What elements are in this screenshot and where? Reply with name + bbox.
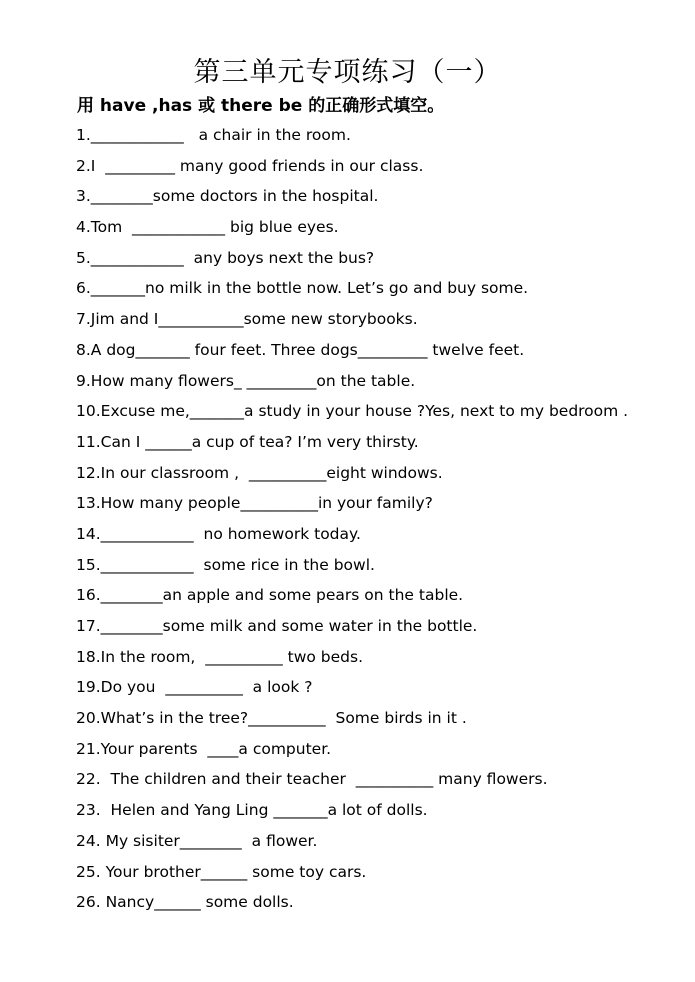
question-item: 8.A dog_______ four feet. Three dogs_________ twelve feet. [76, 340, 525, 359]
question-item: 26. Nancy______ some dolls. [76, 893, 294, 912]
question-item: 9.How many flowers_ _________on the table. [76, 371, 416, 390]
question-item: 22. The children and their teacher __________ many flowers. [76, 770, 548, 789]
question-list [76, 124, 676, 922]
question-item: 10.Excuse me,_______a study in your house ?Yes, next to my bedroom . [76, 402, 629, 421]
question-item: 1.____________ a chair in the room. [76, 126, 351, 144]
question-item: 11.Can I ______a cup of tea? I’m very thirsty. [76, 432, 419, 451]
question-item: 19.Do you __________ a look ? [76, 678, 313, 697]
question-item: 2.I _________ many good friends in our class. [76, 156, 424, 175]
question-item: 13.How many people__________in your family? [76, 494, 433, 513]
question-item: 6._______no milk in the bottle now. Let’s go and buy some. [76, 279, 529, 298]
question-item: 15.____________ some rice in the bowl. [76, 555, 375, 574]
question-item: 24. My sisiter________ a flower. [76, 831, 318, 850]
question-item: 18.In the room, __________ two beds. [76, 647, 364, 666]
question-item: 14.____________ no homework today. [76, 524, 361, 543]
question-item: 3.________some doctors in the hospital. [76, 187, 379, 206]
question-item: 23. Helen and Yang Ling _______a lot of dolls. [76, 801, 428, 820]
instruction: 用 have ,has 或 there be 的正确形式填空。 [77, 96, 445, 116]
page-title: 第三单元专项练习（一） [193, 57, 502, 88]
question-item: 16.________an apple and some pears on the table. [76, 586, 464, 605]
question-item: 21.Your parents ____a computer. [76, 739, 332, 758]
question-item: 4.Tom ____________ big blue eyes. [76, 218, 339, 237]
question-item: 25. Your brother______ some toy cars. [76, 862, 367, 881]
question-item: 20.What’s in the tree?__________ Some birds in it . [76, 709, 467, 728]
question-item: 7.Jim and I___________some new storybooks. [76, 310, 418, 329]
question-item: 5.____________ any boys next the bus? [76, 248, 375, 267]
question-item: 12.In our classroom , __________eight windows. [76, 463, 443, 482]
question-item: 17.________some milk and some water in the bottle. [76, 617, 478, 635]
